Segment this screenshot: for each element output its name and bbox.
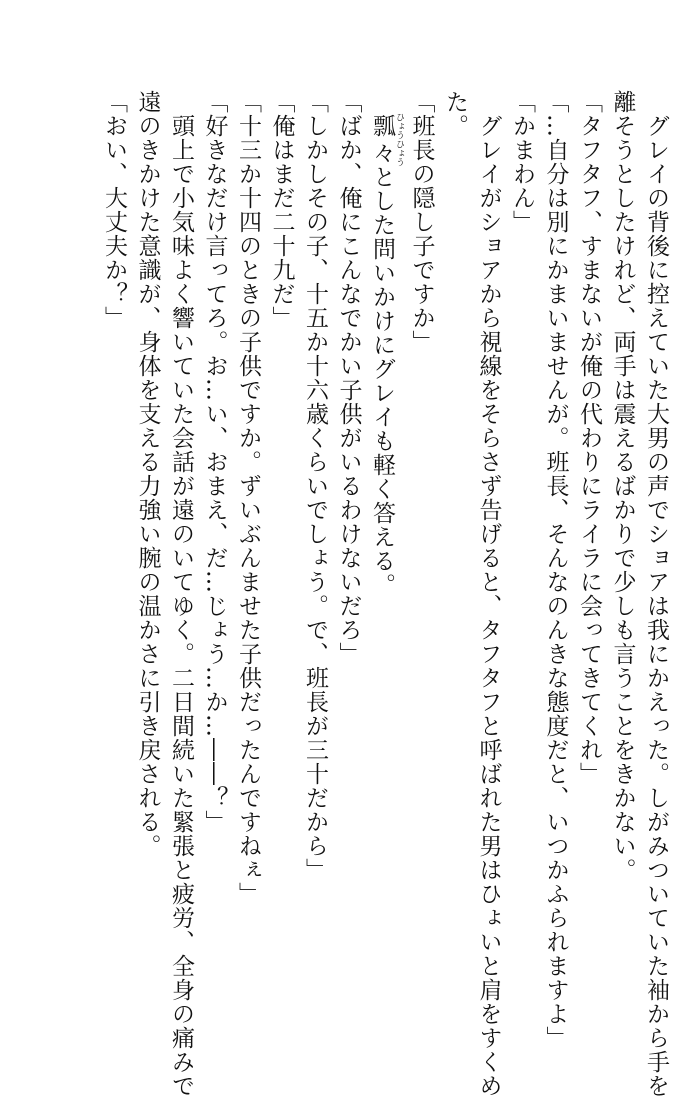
text-line-with-ruby — [365, 90, 405, 970]
text-line: 「おい、大丈夫か？」 — [101, 90, 127, 330]
line-rest: とした問いかけにグレイも軽く答える。 — [369, 165, 395, 597]
text-line: グレイがショアから視線をそらさず告げると、タフタフと呼ばれた男はひょいと肩をすくめ — [475, 90, 502, 1098]
text-line: 「班長の隠し子ですか」 — [408, 90, 435, 354]
text-line: 「ばか、俺にこんなでかい子供がいるわけないだろ」 — [335, 90, 362, 666]
text-line: 「かまわん」 — [509, 90, 535, 234]
text-line: た。 — [442, 90, 468, 138]
text-line: 「好きなだけ言ってろ。お…い、おまえ、だ…じょう…か…――？」 — [201, 90, 228, 834]
ruby-base: 瓢々 — [369, 112, 395, 167]
text-line: 遠のきかけた意識が、身体を支える力強い腕の温かさに引き戻される。 — [134, 90, 161, 858]
text-line: 「タフタフ、すまないが俺の代わりにライラに会ってきてくれ」 — [576, 90, 602, 786]
text-line: 「…自分は別にかまいませんが。班長、そんなのんきな態度だと、いつかふられますよ」 — [542, 90, 569, 1050]
vertical-text-body — [52, 90, 672, 1098]
text-line: 「しかしその子、十五か十六歳くらいでしょう。で、班長が三十だから」 — [302, 90, 328, 882]
text-line: 「俺はまだ二十九だ」 — [268, 90, 295, 330]
text-line: 「十三か十四のときの子供ですか。ずいぶんませた子供だったんですねぇ」 — [235, 90, 261, 906]
ruby-word — [369, 112, 404, 167]
ruby-reading: ひょうひょう — [394, 112, 404, 167]
indent — [369, 90, 395, 114]
text-line: グレイの背後に控えていた大男の声でショアは我にかえった。しがみついていた袖から手を — [643, 90, 669, 1098]
text-line: 頭上で小気味よく響いていた会話が遠のいてゆく。二日間続いた緊張と疲労、全身の痛みで — [168, 90, 194, 1098]
text-line: 離そうとしたけれど、両手は震えるばかりで少しも言うことをきかない。 — [609, 90, 636, 882]
